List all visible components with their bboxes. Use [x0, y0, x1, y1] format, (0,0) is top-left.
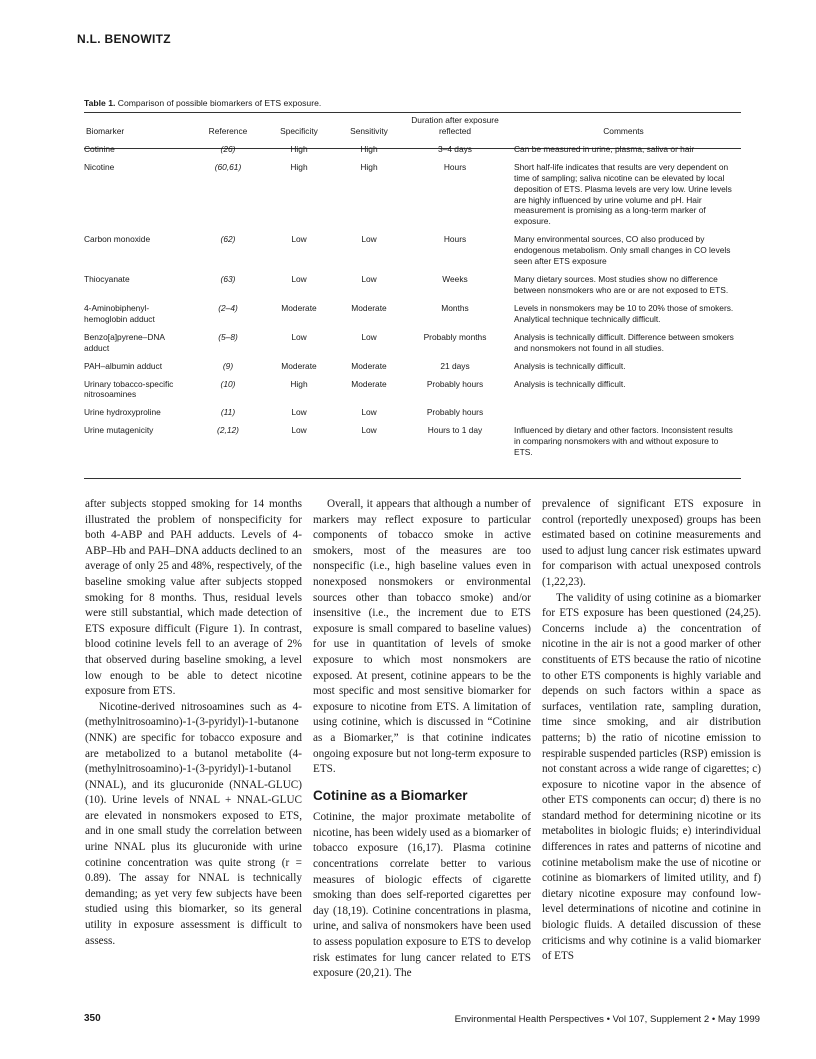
- paragraph: after subjects stopped smoking for 14 months illustrated the problem of nonspecificity for both 4-ABP and PAH adducts. Levels of 4-ABP–Hb and PAH–DNA adducts declined to an average of only 25 and 48%, respectively, of the baseline smoking value after subjects stopped smoking for 8 months. Thus, residual levels were still substantial, which made detection of ETS exposure difficult (Figure 1). In contrast, blood cotinine levels fell to an average of 2% that observed during baseline smoking, a level low enough to be able to detect nicotine exposure from ETS.: [85, 498, 302, 698]
- table-cell: Benzo[a]pyrene–DNA adduct: [84, 331, 165, 353]
- table-cell: Cotinine: [84, 143, 115, 154]
- table-cell: Probably hours: [426, 407, 484, 418]
- table-cell: PAH–albumin adduct: [84, 360, 163, 371]
- table-cell: (5–8): [218, 331, 238, 342]
- table-cell: (60,61): [214, 161, 242, 172]
- table-cell: Low: [361, 274, 377, 285]
- table-cell: Short half-life indicates that results are very dependent on time of sampling; saliva nicotine can be elevated by local deposition of ETS. Plasma levels are very low. Urine levels are highly influenced by urine volume and pH. Hair measurement is promising as a long-term marker of exposure.: [514, 161, 732, 227]
- table-cell: Hours to 1 day: [427, 425, 483, 436]
- table-cell: Moderate: [281, 302, 317, 313]
- table-cell: (2,12): [217, 425, 239, 436]
- table-cell: Hours: [443, 234, 467, 245]
- table-row: [84, 331, 741, 360]
- table-cell: (62): [220, 234, 236, 245]
- paragraph: Cotinine, the major proximate metabolite of nicotine, has been widely used as a biomarker of tobacco exposure (16,17). Plasma cotinine concentrations correlate better to various measures of biologic effects of cigarette smoking than does self-reported cigarettes per day (18,19). Cotinine concentrations in plasma, urine, and saliva of nonsmokers have been used to assess population exposure to ETS to develop risk estimates for lung cancer related to ETS exposure (20,21). The: [313, 811, 531, 980]
- table-cell: Many dietary sources. Most studies show no difference between nonsmokers who are or are not exposed to ETS.: [514, 274, 729, 295]
- running-header-author: N.L. BENOWITZ: [77, 32, 171, 46]
- table-cell: Low: [291, 331, 307, 342]
- table-cell: Probably hours: [426, 378, 484, 389]
- table-cell: High: [290, 161, 308, 172]
- table-cell: Months: [441, 302, 469, 313]
- table-cell: Urine mutagenicity: [84, 425, 154, 436]
- table-top-rule: [84, 112, 741, 113]
- table-cell: Many environmental sources, CO also produced by endogenous metabolism. Only small changes in CO levels seen after ETS exposure: [514, 234, 731, 267]
- table-cell: [506, 406, 741, 424]
- table-row: [84, 378, 741, 407]
- table-cell: Analysis is technically difficult.: [514, 378, 626, 389]
- table-cell: Moderate: [351, 302, 387, 313]
- table-cell: 4-Aminobiphenyl-hemoglobin adduct: [84, 302, 155, 324]
- paragraph: Nicotine-derived nitrosoamines such as 4-(methylnitrosoamino)-1-(3-pyridyl)-1-butanone (NNK) are specific for tobacco exposure and are metabolized to a butanol metabolite (4-(methylnitrosoamino)-1-(3-pyridyl)-1-butanol (NNAL), and its glucuronide (NNAL-GLUC) (10). Urine levels of NNAL + NNAL-GLUC are elevated in nonsmokers exposed to ETS, and in one small study the correlation between urine NNAL plus its glucuronide with urine cotinine concentration was quite strong (r = 0.89). The assay for NNAL is technically demanding; as yet very few subjects have been studied using this biomarker, so its general utility in exposure assessment is difficult to assess.: [85, 700, 302, 947]
- table-row: [84, 406, 741, 424]
- table-cell: High: [290, 143, 308, 154]
- body-column-3: [542, 497, 761, 965]
- table-cell: Low: [291, 407, 307, 418]
- table-cell: Moderate: [351, 378, 387, 389]
- table-caption: [84, 98, 321, 108]
- table-cell: Low: [361, 407, 377, 418]
- table-row: [84, 360, 741, 378]
- column-header: Specificity: [280, 125, 318, 136]
- table-row: [84, 233, 741, 273]
- table-cell: Low: [291, 425, 307, 436]
- page-number: 350: [84, 1013, 101, 1024]
- table-cell: Urinary tobacco-specific nitrosoamines: [84, 378, 174, 400]
- table-row: [84, 424, 741, 464]
- table-cell: Influenced by dietary and other factors. Inconsistent results in comparing nonsmokers with and without exposure to ETS.: [514, 425, 733, 458]
- table-cell: (11): [220, 407, 236, 418]
- table-row: [84, 161, 741, 234]
- paragraph: Overall, it appears that although a number of markers may reflect exposure to particular components of tobacco smoke in active smokers, most of the measures are too nonspecific (i.e., high baseline values even in nonexposed nonsmokers or environmental sources other than tobacco smoke) and/or insensitive (i.e., the increment due to ETS exposure is small compared to baseline values) for use in quantitation of levels of smoke exposure to which most nonsmokers are exposed. At present, cotinine appears to be the most specific and most sensitive biomarker for exposure to nicotine from ETS. A limitation of using cotinine, which is discussed in “Cotinine as a Biomarker,” is that cotinine indicates ongoing exposure but not long-term exposure to ETS.: [313, 498, 531, 776]
- table-cell: (63): [220, 274, 236, 285]
- table-cell: Carbon monoxide: [84, 234, 151, 245]
- table-cell: Hours: [443, 161, 467, 172]
- table-cell: Levels in nonsmokers may be 10 to 20% those of smokers. Analytical technique technically difficult.: [514, 302, 734, 324]
- table-cell: Low: [291, 274, 307, 285]
- table-row: [84, 273, 741, 302]
- table-cell: High: [290, 378, 308, 389]
- table-cell: Analysis is technically difficult.: [514, 360, 626, 371]
- table-cell: (26): [220, 143, 236, 154]
- column-header: Sensitivity: [350, 125, 388, 136]
- biomarker-table: [84, 115, 741, 464]
- paragraph: prevalence of significant ETS exposure in control (reportedly unexposed) groups has been estimated based on cotinine measurements and used to adjust lung cancer risk estimates upward for comparison with actual unexposed controls (1,22,23).: [542, 498, 761, 588]
- table-header-row: [84, 115, 741, 143]
- section-heading: Cotinine as a Biomarker: [313, 787, 468, 803]
- table-cell: (9): [222, 360, 234, 371]
- table-cell: High: [360, 143, 378, 154]
- table-cell: Low: [291, 234, 307, 245]
- table-cell: Can be measured in urine, plasma, saliva or hair: [514, 143, 695, 154]
- table-cell: Urine hydroxyproline: [84, 407, 161, 418]
- journal-footer: Environmental Health Perspectives • Vol 107, Supplement 2 • May 1999: [454, 1014, 760, 1025]
- body-column-1: [85, 497, 302, 949]
- column-header: Reference: [208, 125, 248, 136]
- table-cell: Moderate: [281, 360, 317, 371]
- column-header: Comments: [603, 125, 644, 136]
- table-cell: Low: [361, 425, 377, 436]
- body-column-2: [313, 497, 531, 982]
- paragraph: The validity of using cotinine as a biomarker for ETS exposure has been questioned (24,25). Concerns include a) the concentration of nicotine in the air is not a good marker of other constituents of ETS because the ratio of nicotine to other ETS components is highly variable and depends on such factors within a space as surfaces, ventilation rate, sampling duration, time since smoking, and air distribution patterns; b) the ratio of nicotine emission to respirable suspended particles (RSP) emission is not constant across a wide range of cigarettes; c) exposure to nicotine vapor in the absence of other ETS components can occur; d) there is no standard method for determining nicotine or its metabolites in biologic fluids; e) interindividual differences in rates and patterns of nicotine and cotinine metabolism make the use of nicotine or cotinine as biomarkers of limited utility, and f) dietary nicotine exposure may confound low-level determinations of nicotine and cotinine in biologic fluids. A detailed discussion of these criticisms and why cotinine is a valid biomarker of ETS: [542, 591, 761, 963]
- column-header: Duration after exposure reflected: [411, 115, 499, 136]
- table-cell: Analysis is technically difficult. Difference between smokers and nonsmokers not found in all studies.: [514, 331, 734, 353]
- table-bottom-rule: [84, 478, 741, 479]
- table-cell: Low: [361, 234, 377, 245]
- table-cell: 3–4 days: [438, 143, 472, 154]
- table-row: [84, 143, 741, 161]
- table-row: [84, 302, 741, 331]
- table-cell: (10): [220, 378, 236, 389]
- table-cell: Nicotine: [84, 161, 115, 172]
- table-caption-label: Table 1.: [84, 98, 116, 108]
- table-cell: Thiocyanate: [84, 274, 130, 285]
- table-cell: Low: [361, 331, 377, 342]
- table-cell: (2–4): [218, 302, 238, 313]
- column-header: Biomarker: [86, 125, 125, 136]
- table-cell: Probably months: [423, 331, 487, 342]
- table-cell: Weeks: [442, 274, 468, 285]
- table-caption-text: Comparison of possible biomarkers of ETS exposure.: [117, 98, 322, 108]
- table-cell: 21 days: [440, 360, 470, 371]
- table-cell: High: [360, 161, 378, 172]
- table-cell: Moderate: [351, 360, 387, 371]
